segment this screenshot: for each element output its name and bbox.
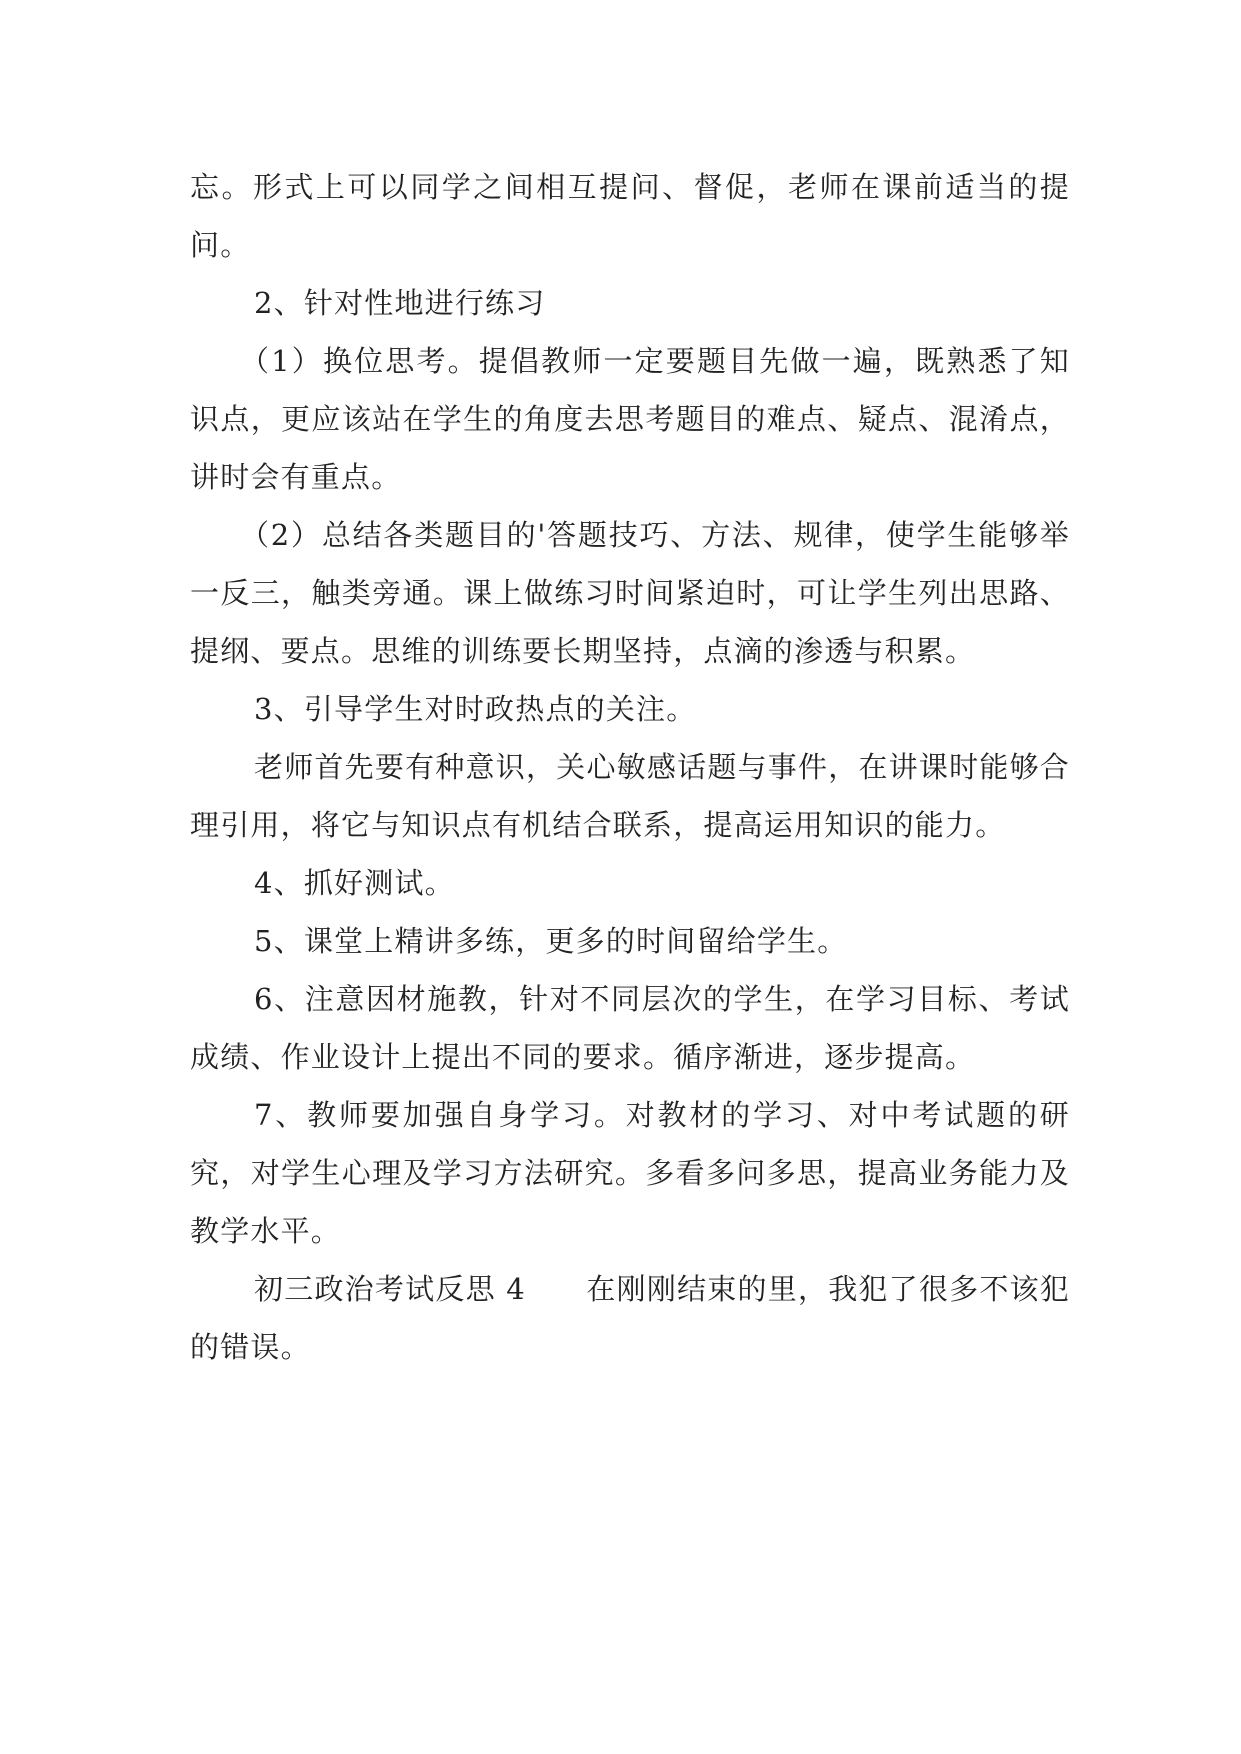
paragraph-heading-2: 2、针对性地进行练习 [254,286,546,320]
paragraph-body-3: 老师首先要有种意识，关心敏感话题与事件，在讲课时能够合理引用，将它与知识点有机结合联系，提高运用知识的能力。 [190,750,1070,842]
paragraph-item-2: （2）总结各类题目的'答题技巧、方法、规律，使学生能够举一反三，触类旁通。课上做练习时间紧迫时，可让学生列出思路、提纲、要点。思维的训练要长期坚持，点滴的渗透与积累。 [190,518,1070,668]
paragraph-heading-5: 5、课堂上精讲多练，更多的时间留给学生。 [254,924,848,958]
document-body [190,158,1070,1376]
paragraph-heading-7: 7、教师要加强自身学习。对教材的学习、对中考试题的研究，对学生心理及学习方法研究。多看多问多思，提高业务能力及教学水平。 [190,1098,1070,1248]
paragraph-heading-6: 6、注意因材施教，针对不同层次的学生，在学习目标、考试成绩、作业设计上提出不同的要求。循序渐进，逐步提高。 [190,982,1070,1074]
paragraph-heading-3: 3、引导学生对时政热点的关注。 [254,692,697,726]
paragraph-continuation: 忘。形式上可以同学之间相互提问、督促，老师在课前适当的提问。 [190,170,1070,262]
paragraph-heading-4: 4、抓好测试。 [254,866,455,900]
paragraph-item-1: （1）换位思考。提倡教师一定要题目先做一遍，既熟悉了知识点，更应该站在学生的角度去思考题目的难点、疑点、混淆点，讲时会有重点。 [190,344,1070,494]
paragraph-section-4: 初三政治考试反思 4 在刚刚结束的里，我犯了很多不该犯的错误。 [190,1272,1070,1364]
